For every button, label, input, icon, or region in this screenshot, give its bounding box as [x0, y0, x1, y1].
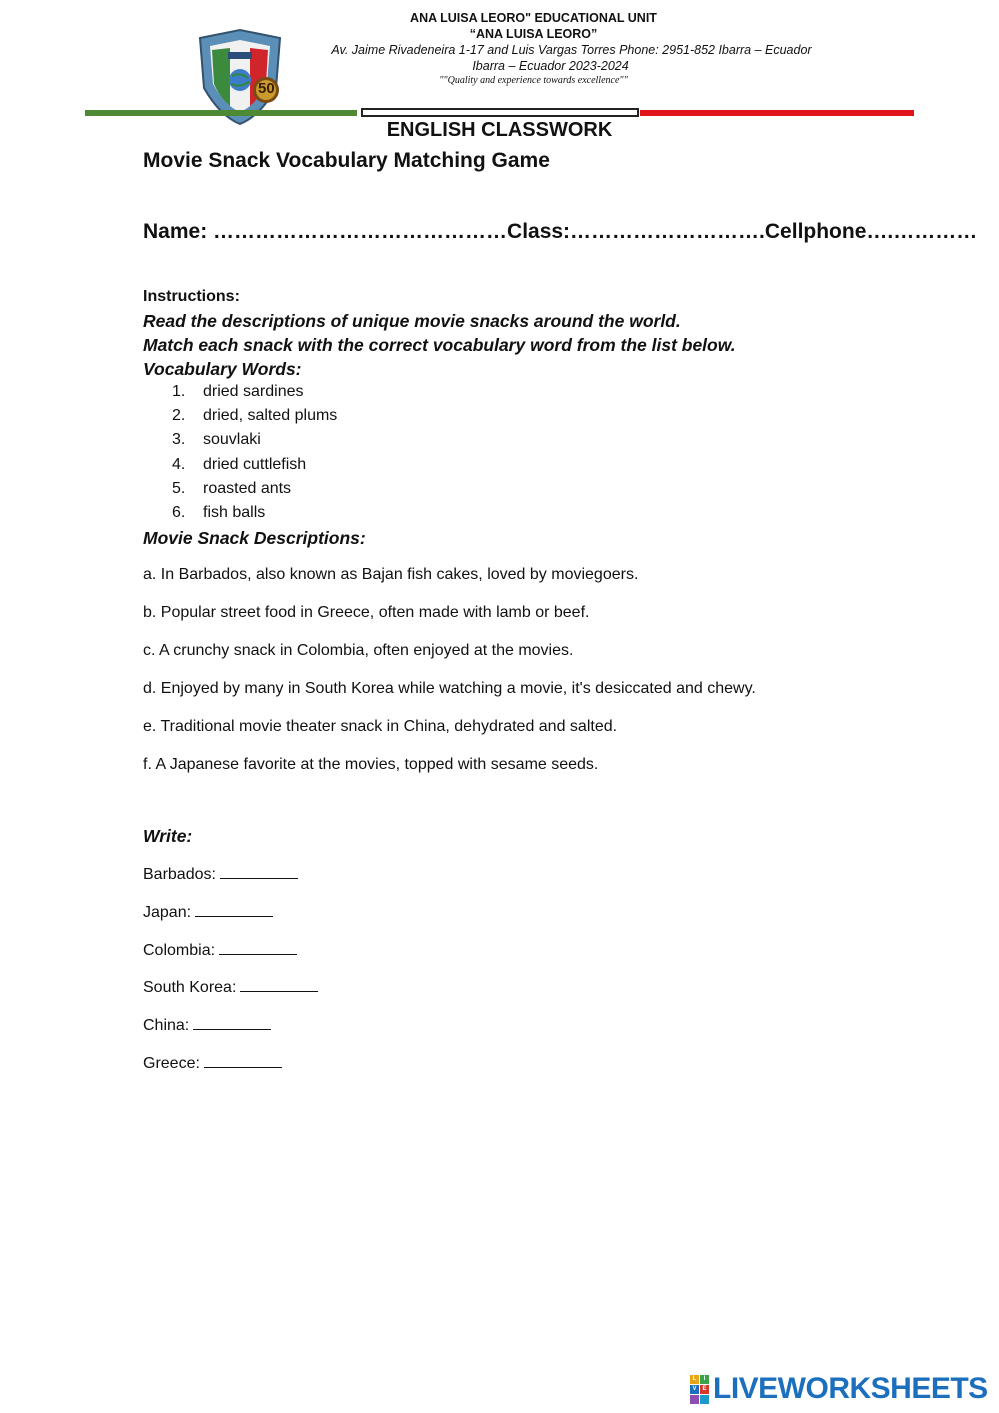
- instruction-read: Read the descriptions of unique movie snacks around the world.: [143, 311, 681, 331]
- description-item: e. Traditional movie theater snack in China, dehydrated and salted.: [143, 718, 618, 735]
- school-address: Av. Jaime Rivadeneira 1-17 and Luis Vargas Torres Phone: 2951-852 Ibarra – Ecuador: [331, 43, 812, 57]
- header-white-bar: [361, 108, 639, 117]
- school-short-name: “ANA LUISA LEORO”: [469, 27, 598, 41]
- logo-badge-number: 50: [258, 80, 275, 97]
- answer-row: Colombia:: [143, 940, 318, 978]
- write-label: Write:: [143, 826, 193, 846]
- liveworksheets-watermark: [690, 1374, 988, 1404]
- answer-blank[interactable]: [204, 1053, 282, 1068]
- vocab-item: 6. fish balls: [172, 503, 266, 521]
- school-motto: ""Quality and experience towards excellence"": [439, 75, 628, 86]
- liveworksheets-brand: LIVEWORKSHEETS: [713, 1372, 988, 1405]
- description-item: f. A Japanese favorite at the movies, topped with sesame seeds.: [143, 756, 599, 773]
- answer-blank[interactable]: [219, 940, 297, 955]
- answer-blank[interactable]: [220, 864, 298, 879]
- vocabulary-list: [172, 383, 337, 528]
- vocab-item: 2. dried, salted plums: [172, 407, 338, 425]
- instructions-label: Instructions:: [143, 288, 240, 305]
- answer-blank[interactable]: [240, 977, 318, 992]
- description-item: d. Enjoyed by many in South Korea while watching a movie, it's desiccated and chewy.: [143, 680, 756, 697]
- worksheet-heading: ENGLISH CLASSWORK: [386, 119, 613, 141]
- descriptions-label: Movie Snack Descriptions:: [143, 528, 366, 548]
- vocab-item: 5. roasted ants: [172, 479, 292, 497]
- snack-descriptions: [143, 566, 756, 794]
- vocab-item: 4. dried cuttlefish: [172, 455, 307, 473]
- student-info-line[interactable]: Name: ……………………………………Class:……………………….Cellphone….…………: [143, 220, 978, 243]
- header-red-bar: [640, 110, 914, 116]
- answer-row: China:: [143, 1015, 318, 1053]
- school-city-year: Ibarra – Ecuador 2023-2024: [472, 59, 629, 73]
- answer-blank[interactable]: [195, 902, 273, 917]
- vocab-item: 3. souvlaki: [172, 431, 261, 449]
- liveworksheets-logo-icon: L I V E: [690, 1375, 709, 1404]
- answer-blank[interactable]: [193, 1015, 271, 1030]
- description-item: b. Popular street food in Greece, often made with lamb or beef.: [143, 604, 590, 621]
- instruction-match: Match each snack with the correct vocabulary word from the list below.: [143, 335, 736, 355]
- vocabulary-label: Vocabulary Words:: [143, 359, 302, 379]
- answer-row: Barbados:: [143, 864, 318, 902]
- worksheet-title: Movie Snack Vocabulary Matching Game: [143, 149, 550, 172]
- answer-row: South Korea:: [143, 977, 318, 1015]
- header-green-bar: [85, 110, 357, 116]
- vocab-item: 1. dried sardines: [172, 383, 304, 400]
- school-name: ANA LUISA LEORO" EDUCATIONAL UNIT: [410, 11, 657, 25]
- answer-list: [143, 864, 318, 1091]
- answer-row: Japan:: [143, 902, 318, 940]
- description-item: c. A crunchy snack in Colombia, often enjoyed at the movies.: [143, 642, 574, 659]
- description-item: a. In Barbados, also known as Bajan fish cakes, loved by moviegoers.: [143, 566, 639, 583]
- answer-row: Greece:: [143, 1053, 318, 1091]
